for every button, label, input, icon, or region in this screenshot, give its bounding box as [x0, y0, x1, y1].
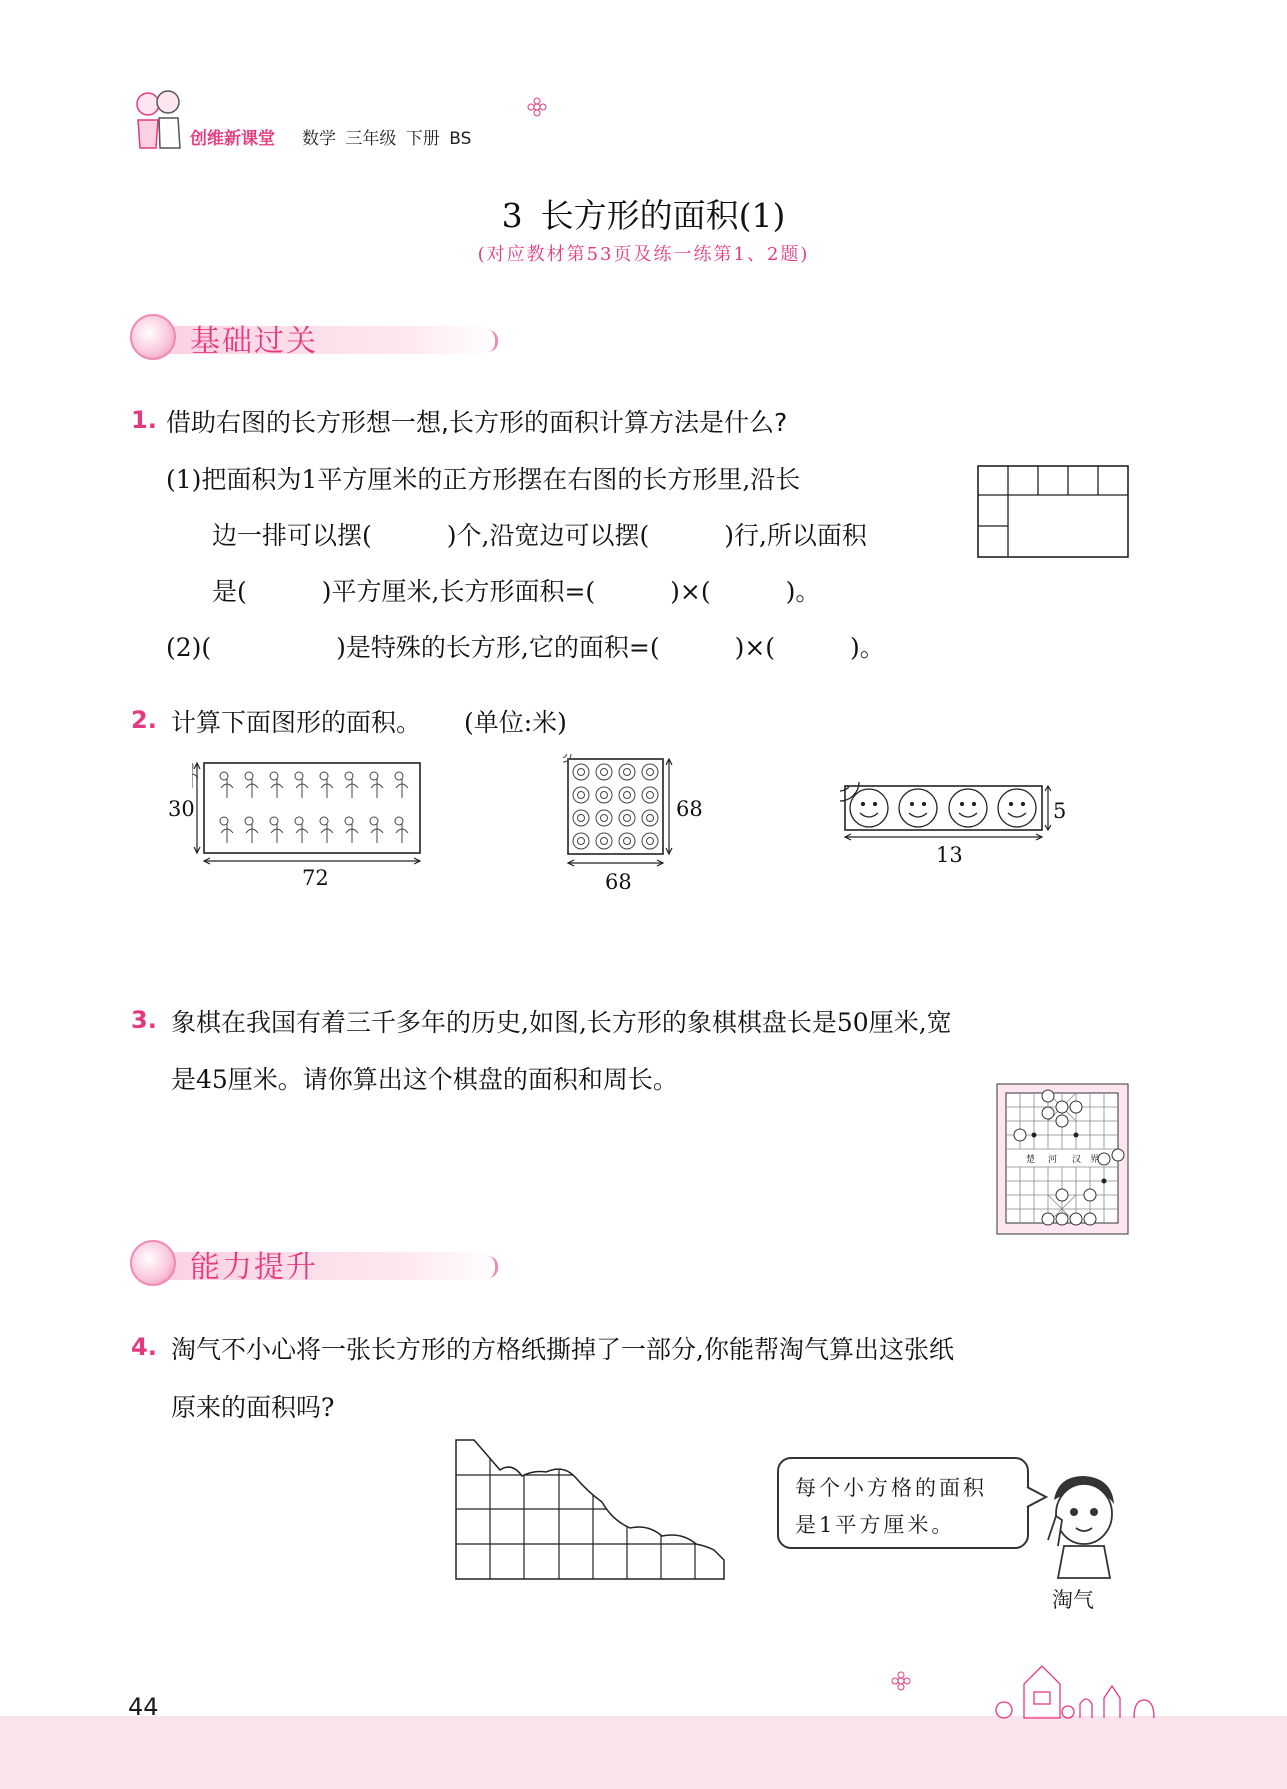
- figure1-height-label: 30: [168, 797, 195, 821]
- question-4-line2: 原来的面积吗?: [171, 1393, 335, 1422]
- figure3-height-label: 5: [1053, 799, 1067, 823]
- figure3-width-label: 13: [936, 843, 963, 867]
- question-3-number: 3.: [131, 1006, 157, 1034]
- board-text-he: 河: [1048, 1155, 1058, 1165]
- section-banner-advanced: [130, 1240, 510, 1286]
- footer-castle-decoration: [984, 1648, 1174, 1722]
- question-1-number: 1.: [131, 406, 157, 434]
- question-3-line1: 象棋在我国有着三千多年的历史,如图,长方形的象棋棋盘长是50厘米,宽: [171, 1008, 952, 1037]
- series-name: 创维新课堂: [190, 129, 275, 149]
- question-3-line2: 是45厘米。请你算出这个棋盘的面积和周长。: [171, 1065, 678, 1094]
- character-name: 淘气: [1052, 1588, 1094, 1612]
- figure-square-pattern: [563, 754, 673, 876]
- mascot-icon: [130, 1240, 176, 1286]
- figure2-width-label: 68: [605, 870, 632, 894]
- question-1-part1-line3: 是( )平方厘米,长方形面积=( )×( )。: [212, 577, 821, 606]
- lesson-number: 3: [501, 196, 523, 235]
- section-banner-basic: [130, 314, 510, 360]
- book-meta: 数学 三年级 下册 BS: [302, 129, 472, 149]
- flower-decoration-icon: [526, 96, 548, 118]
- question-1-part1-line2: 边一排可以摆( )个,沿宽边可以摆( )行,所以面积: [212, 521, 867, 550]
- figure-flower-rectangle: [192, 758, 432, 870]
- figure2-height-label: 68: [676, 797, 703, 821]
- textbook-reference: (对应教材第53页及练一练第1、2题): [477, 244, 810, 265]
- question-2-text: 计算下面图形的面积。: [171, 708, 422, 737]
- lesson-name: 长方形的面积(1): [540, 196, 786, 235]
- footer-band: [0, 1716, 1287, 1789]
- section-title-advanced: 能力提升: [190, 1250, 318, 1285]
- question-2-number: 2.: [131, 706, 157, 734]
- speech-bubble-text: [795, 1470, 987, 1544]
- question-4-number: 4.: [131, 1333, 157, 1361]
- question-1-part1-line1: (1)把面积为1平方厘米的正方形摆在右图的长方形里,沿长: [166, 465, 801, 494]
- rectangle-grid-figure: [977, 465, 1130, 559]
- board-text-jie: 界: [1090, 1155, 1100, 1165]
- question-1-text: 借助右图的长方形想一想,长方形的面积计算方法是什么?: [166, 408, 788, 437]
- mascot-icon: [130, 314, 176, 360]
- torn-grid-paper-figure: [452, 1436, 736, 1582]
- section-title-basic: 基础过关: [190, 324, 318, 359]
- question-4-line1: 淘气不小心将一张长方形的方格纸撕掉了一部分,你能帮淘气算出这张纸: [171, 1335, 954, 1364]
- lesson-title: [0, 190, 1287, 237]
- question-1-part2-line: (2)( )是特殊的长方形,它的面积=( )×( )。: [166, 633, 885, 662]
- figure1-width-label: 72: [302, 866, 329, 890]
- page-number: 44: [128, 1693, 159, 1721]
- question-2-unit: (单位:米): [464, 708, 567, 737]
- figure-smiley-rectangle: [840, 782, 1052, 842]
- board-text-han: 汉: [1072, 1155, 1082, 1165]
- footer-flower-icon: [890, 1670, 912, 1692]
- bubble-line2: 是1平方厘米。: [795, 1513, 956, 1537]
- board-text-chu: 楚: [1026, 1155, 1036, 1165]
- boy-character-illustration: [1034, 1470, 1124, 1582]
- bubble-line1: 每个小方格的面积: [795, 1476, 987, 1500]
- chess-board-image: [996, 1083, 1129, 1235]
- header-kids-illustration: [128, 86, 188, 156]
